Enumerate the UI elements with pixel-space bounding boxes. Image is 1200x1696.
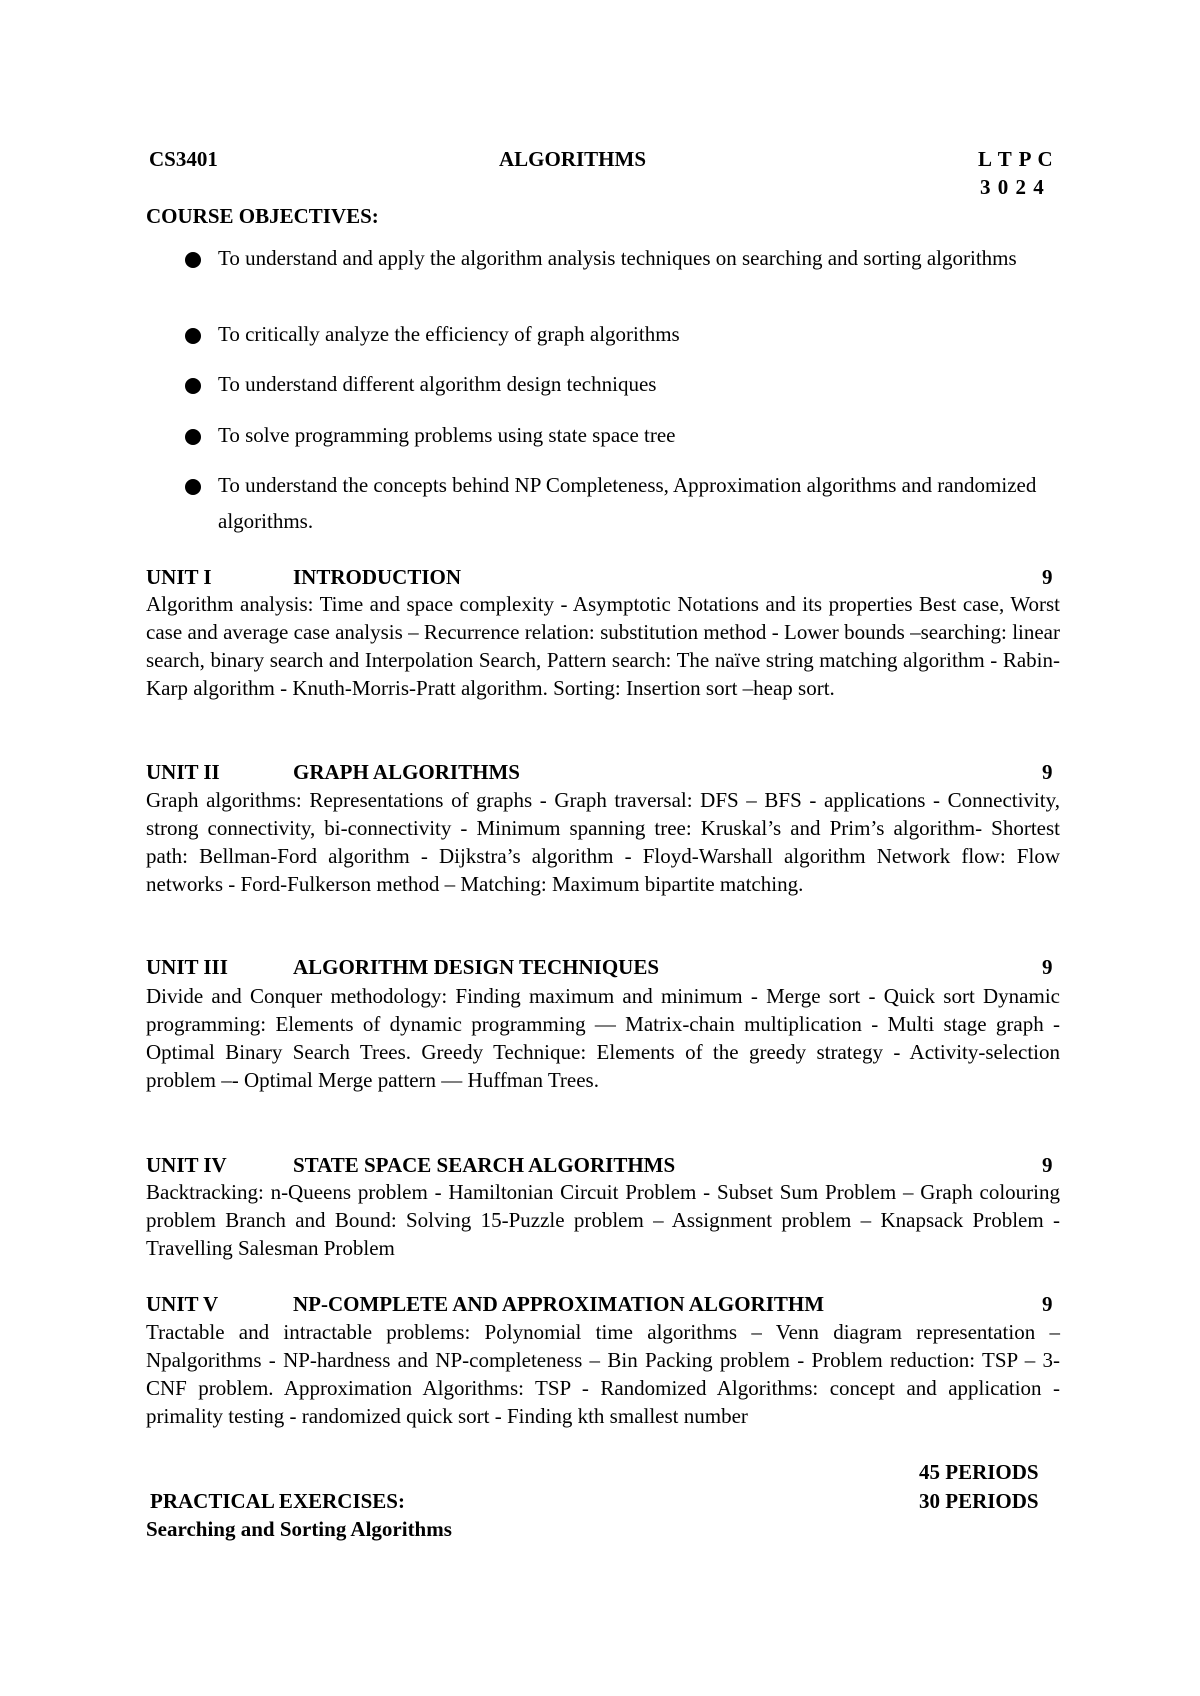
unit-title: ALGORITHM DESIGN TECHNIQUES	[293, 955, 660, 979]
objective-item: To understand and apply the algorithm analysis techniques on searching and sorting algorithms	[218, 246, 1017, 270]
bullet-icon	[185, 479, 201, 495]
objective-item: To critically analyze the efficiency of graph algorithms	[218, 322, 680, 346]
ltpc-values: 3 0 2 4	[980, 175, 1045, 199]
unit-hours: 9	[1042, 760, 1053, 784]
unit-title: NP-COMPLETE AND APPROXIMATION ALGORITHM	[293, 1292, 825, 1316]
unit-content: Backtracking: n-Queens problem - Hamiltonian Circuit Problem - Subset Sum Problem – Graph colouring problem Branch and Bound: Solving 15-Puzzle problem – Assignment problem – Knapsack Problem - Travelling Salesman Problem	[146, 1180, 1060, 1260]
course-title: ALGORITHMS	[499, 147, 647, 171]
unit-label: UNIT IV	[146, 1153, 227, 1177]
unit-content: Algorithm analysis: Time and space complexity - Asymptotic Notations and its properties Best case, Worst case and average case analysis – Recurrence relation: substitution method - Lower bounds –searching: linear search, binary search and Interpolation Search, Pattern search: The naïve string matching algorithm - Rabin-Karp algorithm - Knuth-Morris-Pratt algorithm. Sorting: Insertion sort –heap sort.	[146, 592, 1060, 700]
practical-periods: 30 PERIODS	[919, 1489, 1039, 1513]
practical-subheading: Searching and Sorting Algorithms	[146, 1517, 452, 1541]
unit-hours: 9	[1042, 1292, 1053, 1316]
bullet-icon	[185, 429, 201, 445]
course-code: CS3401	[149, 147, 218, 171]
unit-label: UNIT II	[146, 760, 220, 784]
objective-item: To understand different algorithm design techniques	[218, 372, 657, 396]
theory-periods: 45 PERIODS	[919, 1460, 1039, 1484]
bullet-icon	[185, 378, 201, 394]
unit-title: INTRODUCTION	[293, 565, 462, 589]
objective-item: To understand the concepts behind NP Completeness, Approximation algorithms and randomized algorithms.	[218, 473, 1037, 533]
unit-content: Divide and Conquer methodology: Finding maximum and minimum - Merge sort - Quick sort Dynamic programming: Elements of dynamic programming — Matrix-chain multiplication - Multi stage graph - Optimal Binary Search Trees. Greedy Technique: Elements of the greedy strategy - Activity-selection problem –- Optimal Merge pattern — Huffman Trees.	[146, 984, 1060, 1092]
unit-title: STATE SPACE SEARCH ALGORITHMS	[293, 1153, 676, 1177]
practical-heading: PRACTICAL EXERCISES:	[150, 1489, 405, 1513]
ltpc-label: L T P C	[978, 147, 1054, 171]
unit-label: UNIT I	[146, 565, 212, 589]
unit-label: UNIT III	[146, 955, 228, 979]
unit-title: GRAPH ALGORITHMS	[293, 760, 520, 784]
unit-label: UNIT V	[146, 1292, 219, 1316]
bullet-icon	[185, 252, 201, 268]
objective-item: To solve programming problems using state space tree	[218, 423, 676, 447]
bullet-icon	[185, 328, 201, 344]
unit-content: Tractable and intractable problems: Polynomial time algorithms – Venn diagram representation – Npalgorithms - NP-hardness and NP-completeness – Bin Packing problem - Problem reduction: TSP – 3-CNF problem. Approximation Algorithms: TSP - Randomized Algorithms: concept and application - primality testing - randomized quick sort - Finding kth smallest number	[146, 1320, 1060, 1428]
unit-hours: 9	[1042, 955, 1053, 979]
unit-content: Graph algorithms: Representations of graphs - Graph traversal: DFS – BFS - applications - Connectivity, strong connectivity, bi-connectivity - Minimum spanning tree: Kruskal’s and Prim’s algorithm- Shortest path: Bellman-Ford algorithm - Dijkstra’s algorithm - Floyd-Warshall algorithm Network flow: Flow networks - Ford-Fulkerson method – Matching: Maximum bipartite matching.	[146, 788, 1060, 896]
objectives-heading: COURSE OBJECTIVES:	[146, 204, 379, 228]
unit-hours: 9	[1042, 565, 1053, 589]
unit-hours: 9	[1042, 1153, 1053, 1177]
